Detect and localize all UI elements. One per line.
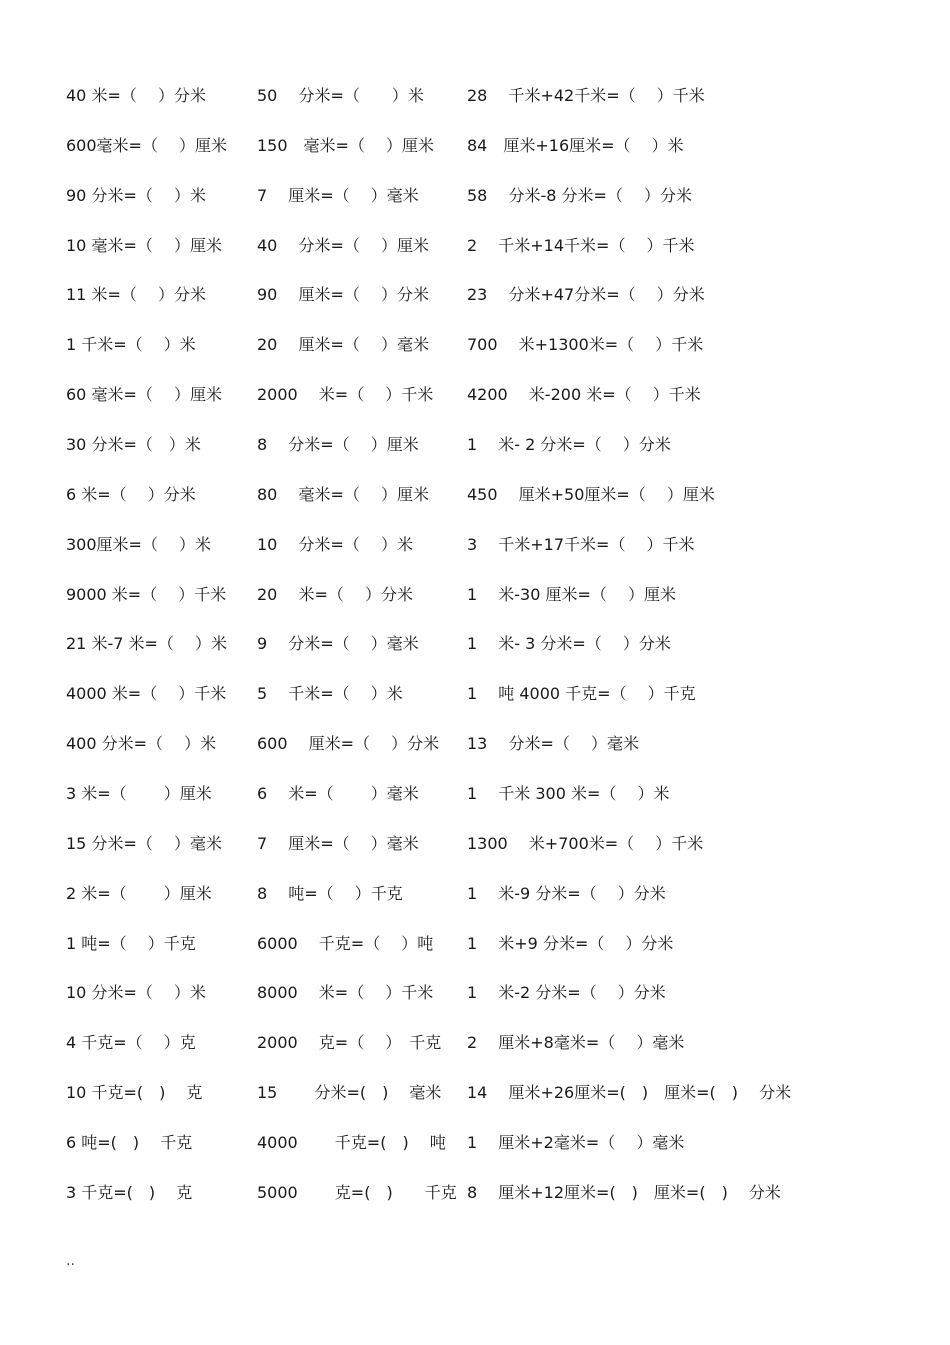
conversion-problem: 6000 千克=（ ）吨: [257, 933, 434, 953]
conversion-problem: 2 千米+14千米=（ ）千米: [467, 235, 695, 255]
problem-row: [0, 733, 950, 757]
conversion-problem: 600毫米=（ ）厘米: [66, 135, 228, 155]
conversion-problem: 8 分米=（ ）厘米: [257, 434, 419, 454]
conversion-problem: 5 千米=（ ）米: [257, 684, 403, 704]
conversion-problem: 600 厘米=（ ）分米: [257, 734, 440, 754]
problem-row: [0, 1182, 950, 1206]
problem-row: [0, 334, 950, 358]
problem-row: [0, 783, 950, 807]
conversion-problem: 90 厘米=（ ）分米: [257, 285, 429, 305]
problem-row: [0, 235, 950, 259]
conversion-problem: 1 米-2 分米=（ ）分米: [467, 983, 666, 1003]
conversion-problem: 10 分米=（ ）米: [257, 534, 413, 554]
problem-row: [0, 883, 950, 907]
problem-row: [0, 484, 950, 508]
conversion-problem: 8000 米=（ ）千米: [257, 983, 434, 1003]
problem-row: [0, 584, 950, 608]
conversion-problem: 6 吨=( ) 千克: [66, 1132, 193, 1152]
conversion-problem: 40 米=（ ）分米: [66, 86, 206, 105]
conversion-problem: 5000 克=( ) 千克: [257, 1182, 457, 1202]
conversion-problem: 150 毫米=（ ）厘米: [257, 135, 435, 155]
conversion-problem: 1 米- 3 分米=（ ）分米: [467, 634, 671, 654]
conversion-problem: 1 千米=（ ）米: [66, 335, 196, 355]
conversion-problem: 3 千克=( ) 克: [66, 1182, 193, 1202]
conversion-problem: 23 分米+47分米=（ ）分米: [467, 285, 705, 305]
conversion-problem: 6 米=（ ）分米: [66, 484, 196, 504]
problem-row: [0, 933, 950, 957]
conversion-problem: 8 吨=（ ）千克: [257, 883, 403, 903]
conversion-problem: 1 米+9 分米=（ ）分米: [467, 933, 674, 953]
conversion-problem: 10 分米=（ ）米: [66, 983, 206, 1003]
conversion-problem: 4200 米-200 米=（ ）千米: [467, 385, 701, 405]
conversion-problem: 2000 米=（ ）千米: [257, 385, 434, 405]
conversion-problem: 84 厘米+16厘米=（ ）米: [467, 135, 684, 155]
conversion-problem: 1300 米+700米=（ ）千米: [467, 833, 704, 853]
problem-row: [0, 534, 950, 558]
problem-row: [0, 1132, 950, 1156]
conversion-problem: 3 米=（ ）厘米: [66, 783, 212, 803]
conversion-problem: 8 厘米+12厘米=( ) 厘米=( ) 分米: [467, 1182, 781, 1202]
conversion-problem: 1 千米 300 米=（ ）米: [467, 783, 670, 803]
conversion-problem: 2 厘米+8毫米=（ ）毫米: [467, 1033, 685, 1053]
conversion-problem: 300厘米=（ ）米: [66, 534, 212, 554]
problem-row: [0, 1082, 950, 1106]
conversion-problem: 80 毫米=（ ）厘米: [257, 484, 429, 504]
conversion-problem: 1 米-9 分米=（ ）分米: [467, 883, 666, 903]
conversion-problem: 7 厘米=（ ）毫米: [257, 833, 419, 853]
problem-row: [0, 633, 950, 657]
conversion-problem: 9000 米=（ ）千米: [66, 584, 227, 604]
conversion-problem: 50 分米=（ ）米: [257, 86, 424, 105]
conversion-problem: 20 厘米=（ ）毫米: [257, 335, 429, 355]
conversion-problem: 4000 千克=( ) 吨: [257, 1132, 446, 1152]
conversion-problem: 10 千克=( ) 克: [66, 1083, 203, 1102]
problem-row: [0, 85, 950, 109]
conversion-problem: 60 毫米=（ ）厘米: [66, 385, 222, 405]
conversion-problem: 15 分米=( ) 毫米: [257, 1083, 442, 1102]
problem-row: [0, 135, 950, 159]
conversion-problem: 7 厘米=（ ）毫米: [257, 185, 419, 205]
conversion-problem: 2000 克=（ ） 千克: [257, 1033, 442, 1053]
conversion-problem: 21 米-7 米=（ ）米: [66, 634, 227, 654]
problem-row: [0, 384, 950, 408]
conversion-problem: 10 毫米=（ ）厘米: [66, 235, 222, 255]
conversion-problem: 1 米- 2 分米=（ ）分米: [467, 434, 671, 454]
conversion-problem: 9 分米=（ ）毫米: [257, 634, 419, 654]
conversion-problem: 30 分米=（ ）米: [66, 434, 201, 454]
conversion-problem: 6 米=（ ）毫米: [257, 783, 419, 803]
conversion-problem: 58 分米-8 分米=（ ）分米: [467, 185, 692, 205]
problem-row: [0, 833, 950, 857]
problem-row: [0, 982, 950, 1006]
conversion-problem: 400 分米=（ ）米: [66, 734, 217, 754]
conversion-problem: 3 千米+17千米=（ ）千米: [467, 534, 695, 554]
conversion-problem: 450 厘米+50厘米=（ ）厘米: [467, 484, 715, 504]
problem-row: [0, 284, 950, 308]
conversion-problem: 1 吨 4000 千克=（ ）千克: [467, 684, 696, 704]
conversion-problem: 14 厘米+26厘米=( ) 厘米=( ) 分米: [467, 1083, 792, 1102]
problem-row: [0, 185, 950, 209]
conversion-problem: 1 米-30 厘米=（ ）厘米: [467, 584, 676, 604]
conversion-problem: 15 分米=（ ）毫米: [66, 833, 222, 853]
page-footer-mark: ..: [66, 1253, 75, 1269]
problem-row: [0, 1032, 950, 1056]
conversion-problem: 1 吨=（ ）千克: [66, 933, 196, 953]
conversion-problem: 28 千米+42千米=（ ）千米: [467, 86, 705, 105]
problem-row: [0, 434, 950, 458]
conversion-problem: 4000 米=（ ）千米: [66, 684, 227, 704]
conversion-problem: 90 分米=（ ）米: [66, 185, 206, 205]
conversion-problem: 700 米+1300米=（ ）千米: [467, 335, 704, 355]
conversion-problem: 40 分米=（ ）厘米: [257, 235, 429, 255]
conversion-problem: 11 米=（ ）分米: [66, 285, 206, 305]
conversion-problem: 13 分米=（ ）毫米: [467, 734, 639, 754]
conversion-problem: 2 米=（ ）厘米: [66, 883, 212, 903]
problem-row: [0, 683, 950, 707]
conversion-problem: 4 千克=（ ）克: [66, 1033, 196, 1053]
conversion-problem: 1 厘米+2毫米=（ ）毫米: [467, 1132, 685, 1152]
conversion-problem: 20 米=（ ）分米: [257, 584, 413, 604]
